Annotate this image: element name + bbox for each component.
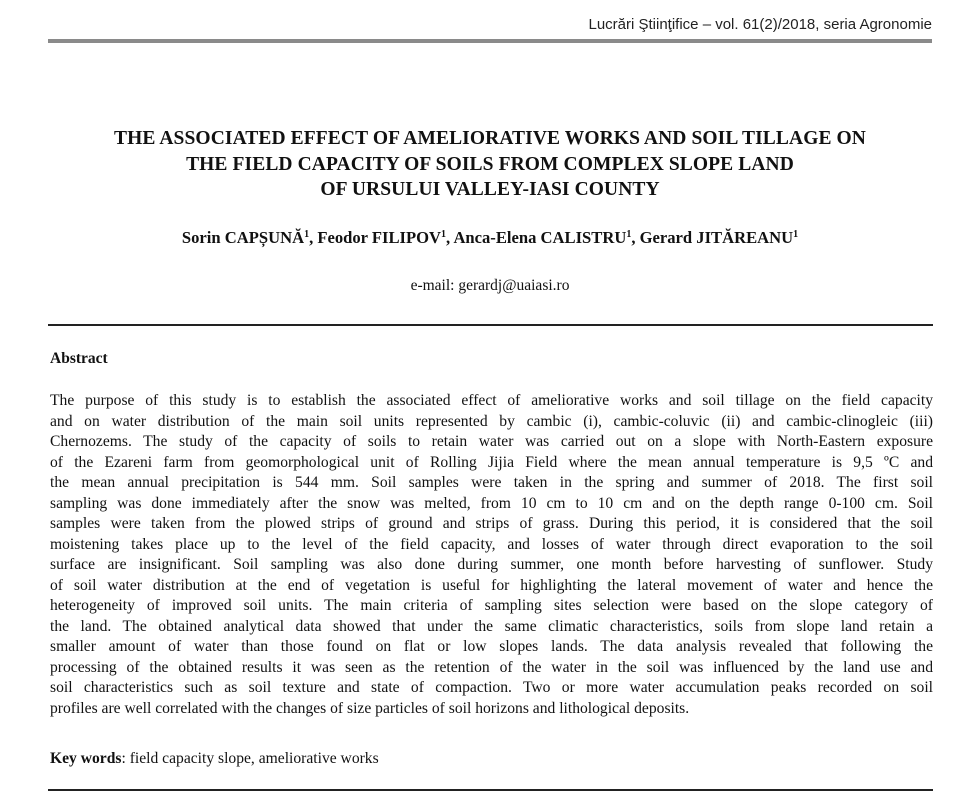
author-name: Sorin CAPȘUNĂ (181, 228, 305, 247)
abstract-line: sampling was done immediately after the snow was melted, from 10 cm to 10 cm and on the depth range 0-100 cm. Soil (50, 494, 933, 512)
author-affiliation: 1 (441, 229, 447, 240)
abstract-line: profiles are well correlated with the changes of size particles of soil horizons and lithological deposits. (50, 699, 690, 717)
author-separator: , (631, 228, 640, 247)
abstract-line: samples were taken from the plowed strips of ground and strips of grass. During this period, it is considered that the soil (50, 515, 933, 532)
abstract-line: the mean annual precipitation is 544 mm. Soil samples were taken in the spring and summer of 2018. The first soil (50, 474, 933, 491)
author-separator: , (446, 228, 454, 247)
abstract-line: of the Ezareni farm from geomorphological unit of Rolling Jijia Field where the mean annual temperature is 9,5 ºC and (50, 453, 933, 471)
abstract-line: the land. The obtained analytical data showed that under the same climatic characteristics, soils from slope land retain a (50, 617, 933, 635)
title-line: OF URSULUI VALLEY-IASI COUNTY (320, 179, 660, 200)
title-line: THE ASSOCIATED EFFECT OF AMELIORATIVE WORKS AND SOIL TILLAGE ON (113, 128, 866, 149)
abstract-line: smaller amount of water than those found on flat or low slopes lands. The data analysis revealed that following the (50, 638, 933, 655)
abstract-line: of soil water distribution at the end of vegetation is useful for highlighting the lateral movement of water and hence the (50, 576, 933, 594)
abstract-line: soil characteristics such as soil texture and state of compaction. Two or more water accumulation peaks recorded on soil (50, 679, 933, 696)
author-affiliation: 1 (793, 229, 799, 240)
abstract-line: heterogeneity of improved soil units. The main criteria of sampling sites selection were based on the slope category of (50, 597, 933, 614)
header-rule (48, 39, 932, 43)
author-affiliation: 1 (304, 229, 310, 240)
author-name: Anca-Elena CALISTRU (453, 228, 627, 247)
title-line: THE FIELD CAPACITY OF SOILS FROM COMPLEX SLOPE LAND (186, 153, 794, 175)
author-list (48, 228, 932, 248)
abstract-body (50, 391, 933, 719)
abstract-line: processing of the obtained results it was seen as the retention of the water in the soil was influenced by the land use and (50, 658, 933, 676)
author-name: Gerard JITĂREANU (639, 228, 794, 247)
paper-title (48, 126, 932, 203)
author-name: Feodor FILIPOV (317, 228, 442, 247)
keywords-text: : field capacity slope, ameliorative works (121, 750, 379, 767)
contact-email: e-mail: gerardj@uaiasi.ro (410, 277, 570, 294)
abstract-line: and on water distribution of the main soil units represented by cambic (i), cambic-coluvic (ii) and cambic-clinogleic (iii) (50, 412, 933, 430)
abstract-line: surface are insignificant. Soil sampling was also done during summer, one month before harvesting of sunflower. Study (50, 556, 933, 573)
section-rule-top (48, 324, 933, 326)
abstract-line: The purpose of this study is to establish the associated effect of ameliorative works and soil tillage on the field capacity (50, 392, 933, 409)
keywords (50, 750, 379, 768)
abstract-heading: Abstract (50, 350, 108, 367)
author-affiliation: 1 (626, 229, 632, 240)
author-separator: , (309, 228, 318, 247)
abstract-line: Chernozems. The study of the capacity of soils to retain water was carried out on a slope with North-Eastern exposure (50, 433, 933, 450)
keywords-label: Key words (50, 750, 122, 767)
section-rule-bottom (48, 789, 933, 791)
journal-header: Lucrări Ştiinţifice – vol. 61(2)/2018, seria Agronomie (588, 16, 932, 33)
abstract-line: moistening takes place up to the level of the field capacity, and losses of water through direct evaporation to the soil (50, 535, 933, 553)
